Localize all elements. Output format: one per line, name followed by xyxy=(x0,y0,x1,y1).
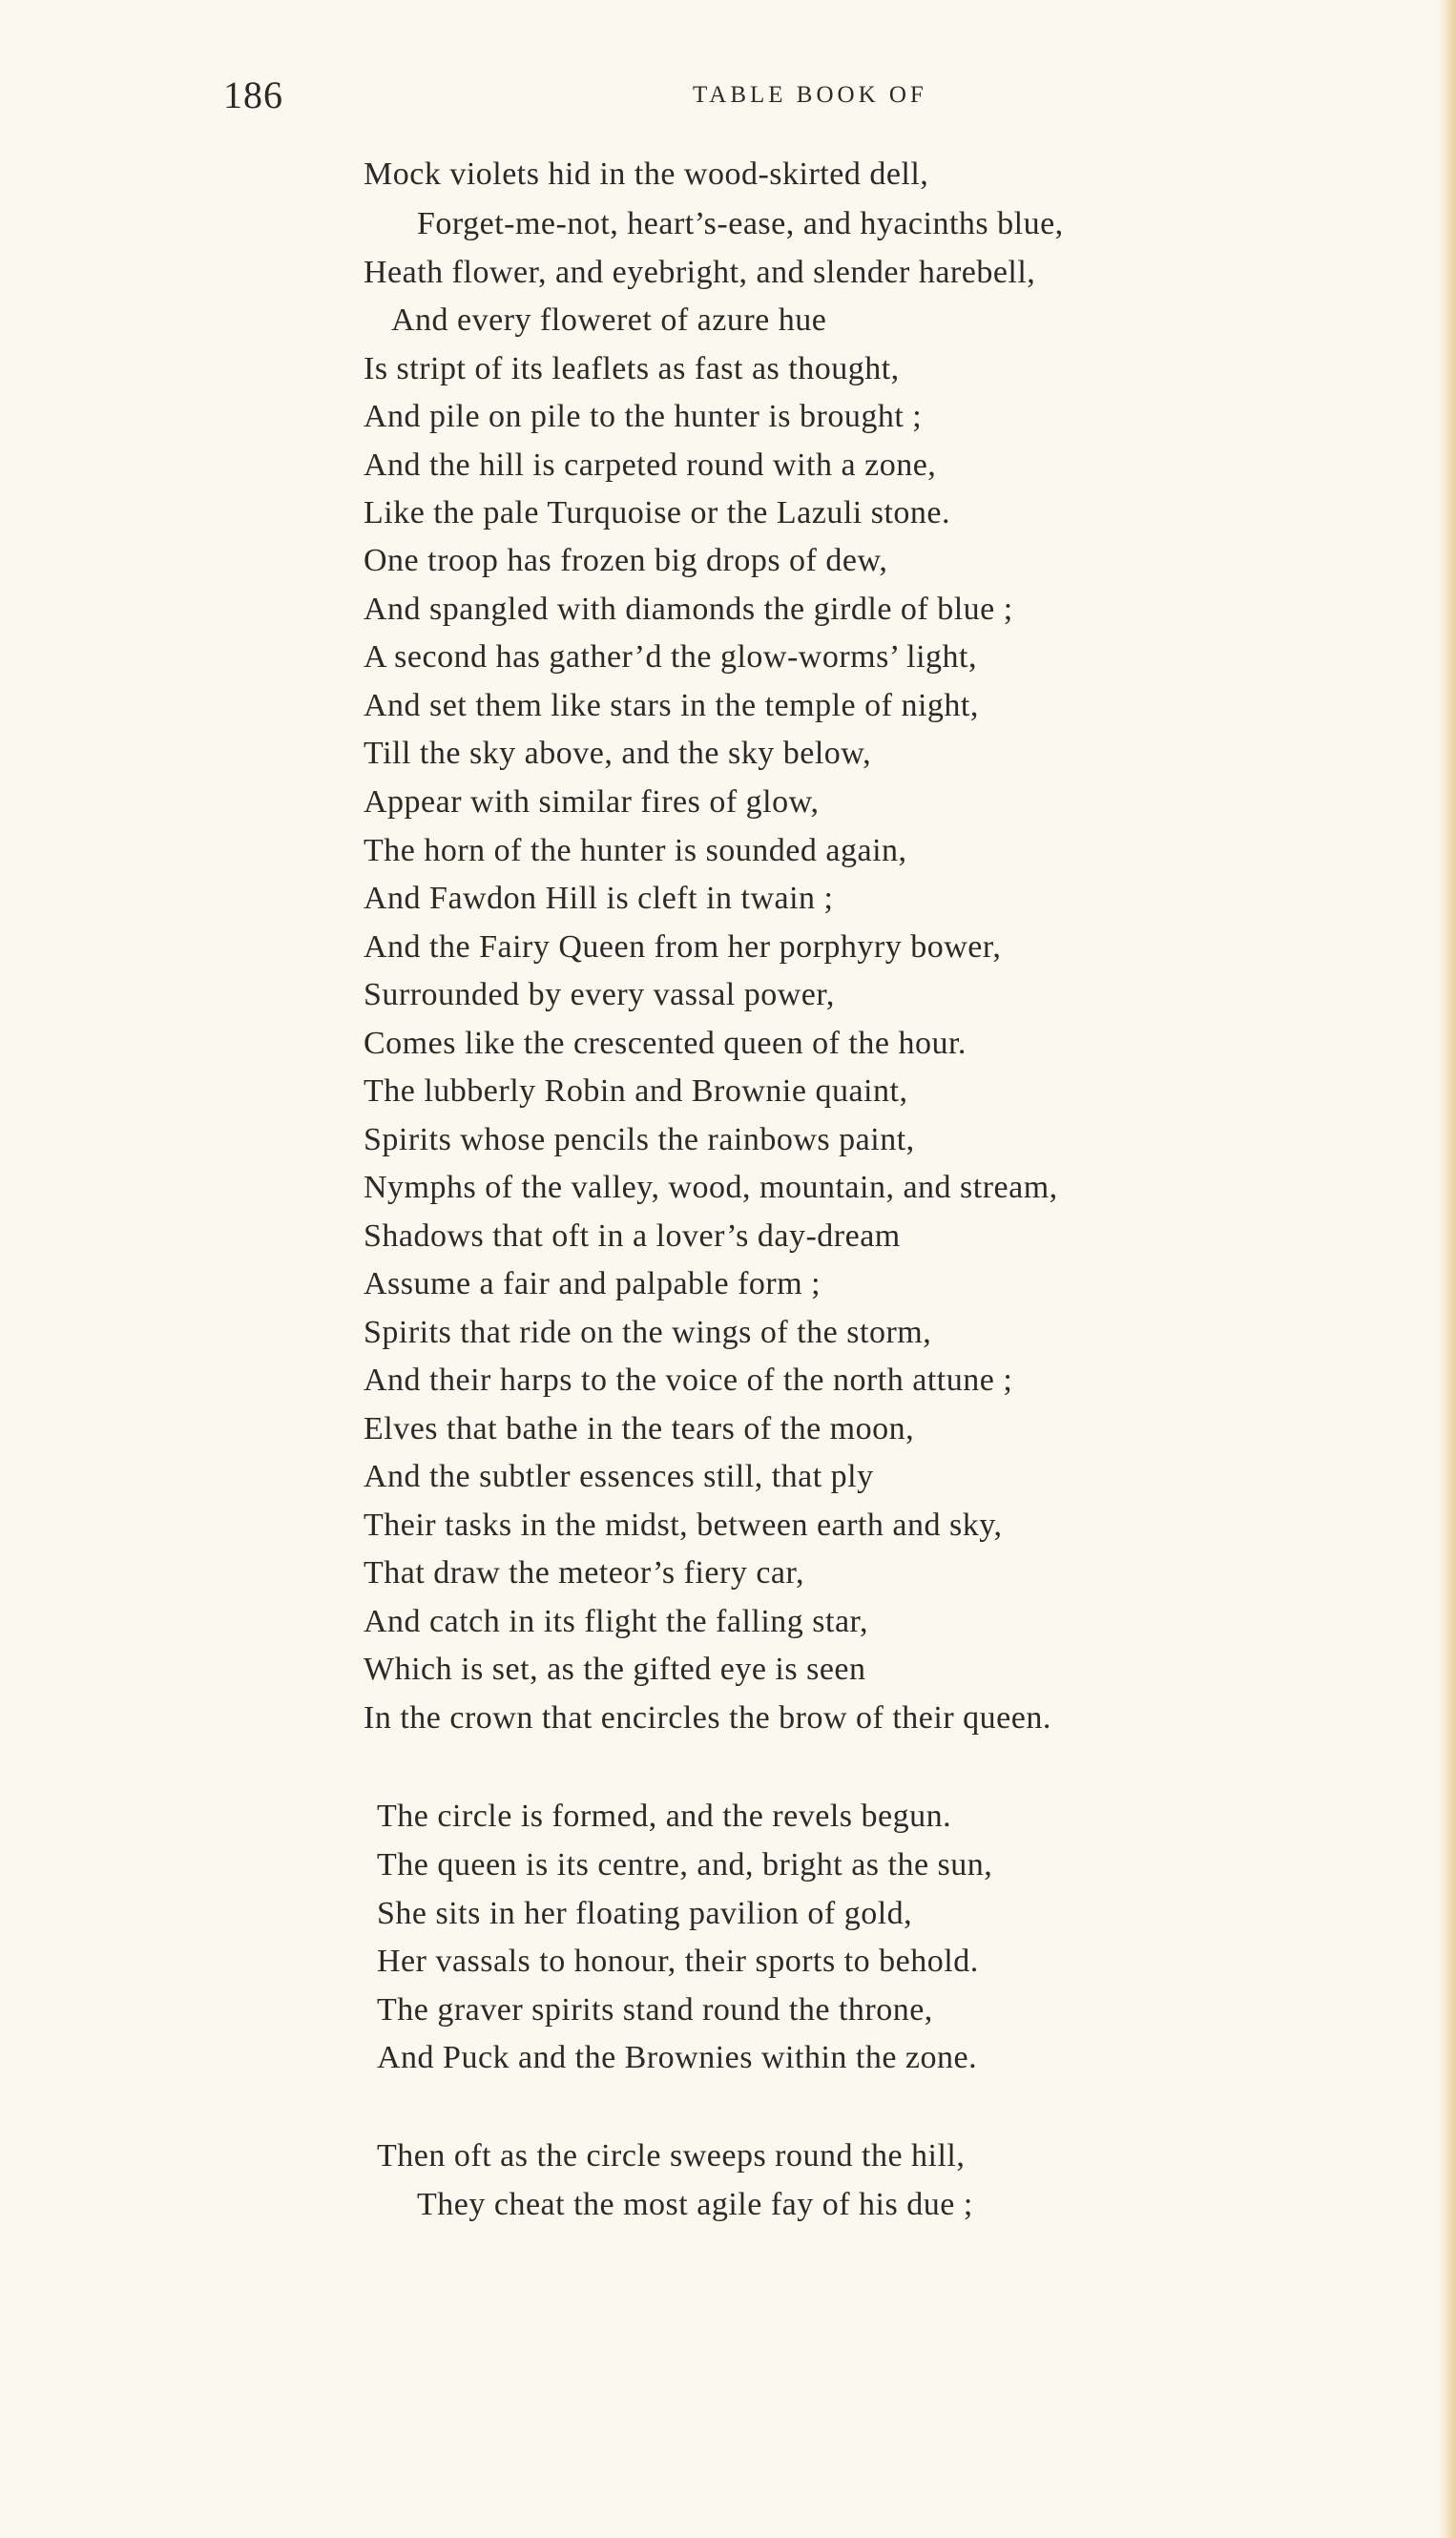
verse-line: And catch in its flight the falling star, xyxy=(364,1604,869,1639)
verse-line: Mock violets hid in the wood-skirted dell, xyxy=(364,156,929,192)
verse-line: One troop has frozen big drops of dew, xyxy=(364,543,888,578)
verse-line: They cheat the most agile fay of his due ; xyxy=(417,2187,973,2222)
verse-line: Elves that bathe in the tears of the moon, xyxy=(364,1411,915,1446)
verse-line: Then oft as the circle sweeps round the hill, xyxy=(377,2138,966,2174)
verse-line: Nymphs of the valley, wood, mountain, and stream, xyxy=(364,1170,1058,1205)
verse-line: Which is set, as the gifted eye is seen xyxy=(364,1652,866,1687)
verse-line: The queen is its centre, and, bright as the sun, xyxy=(377,1847,993,1883)
verse-line: And the subtler essences still, that ply xyxy=(364,1459,874,1494)
verse-line: The graver spirits stand round the throne, xyxy=(377,1992,933,2028)
verse-line: Is stript of its leaflets as fast as thought, xyxy=(364,351,900,386)
verse-line: Assume a fair and palpable form ; xyxy=(364,1266,822,1301)
verse-line: Comes like the crescented queen of the hour. xyxy=(364,1026,967,1061)
verse-line: And Puck and the Brownies within the zone. xyxy=(377,2040,978,2075)
verse-line: And spangled with diamonds the girdle of blue ; xyxy=(364,592,1013,627)
verse-line: That draw the meteor’s fiery car, xyxy=(364,1555,804,1591)
verse-line: Heath flower, and eyebright, and slender harebell, xyxy=(364,255,1036,290)
verse-line: And the hill is carpeted round with a zone, xyxy=(364,447,937,483)
verse-line: A second has gather’d the glow-worms’ light, xyxy=(364,639,977,675)
verse-line: And every floweret of azure hue xyxy=(391,302,827,338)
verse-line: Appear with similar fires of glow, xyxy=(364,784,820,820)
verse-line: Forget-me-not, heart’s-ease, and hyacinths blue, xyxy=(417,206,1064,241)
page-number: 186 xyxy=(223,73,283,116)
verse-line: In the crown that encircles the brow of their queen. xyxy=(364,1700,1051,1736)
verse-line: Her vassals to honour, their sports to behold. xyxy=(377,1944,979,1979)
page-edge-shadow xyxy=(1439,0,1456,2538)
verse-line: And Fawdon Hill is cleft in twain ; xyxy=(364,881,834,916)
verse-line: Like the pale Turquoise or the Lazuli stone. xyxy=(364,495,950,530)
verse-line: And the Fairy Queen from her porphyry bower, xyxy=(364,929,1002,965)
running-head: TABLE BOOK OF xyxy=(693,82,927,108)
verse-line: Spirits whose pencils the rainbows paint, xyxy=(364,1122,915,1157)
verse-line: And their harps to the voice of the north attune ; xyxy=(364,1363,1013,1398)
verse-line: Shadows that oft in a lover’s day-dream xyxy=(364,1218,901,1254)
verse-line: She sits in her floating pavilion of gold, xyxy=(377,1896,913,1931)
verse-line: Surrounded by every vassal power, xyxy=(364,977,835,1012)
verse-line: Spirits that ride on the wings of the storm, xyxy=(364,1315,932,1350)
verse-line: The lubberly Robin and Brownie quaint, xyxy=(364,1073,908,1109)
verse-line: And pile on pile to the hunter is brought ; xyxy=(364,399,923,434)
verse-line: The horn of the hunter is sounded again, xyxy=(364,833,907,868)
verse-line: And set them like stars in the temple of night, xyxy=(364,688,979,723)
verse-line: The circle is formed, and the revels begun. xyxy=(377,1799,952,1834)
verse-line: Their tasks in the midst, between earth and sky, xyxy=(364,1508,1003,1543)
verse-line: Till the sky above, and the sky below, xyxy=(364,736,872,771)
